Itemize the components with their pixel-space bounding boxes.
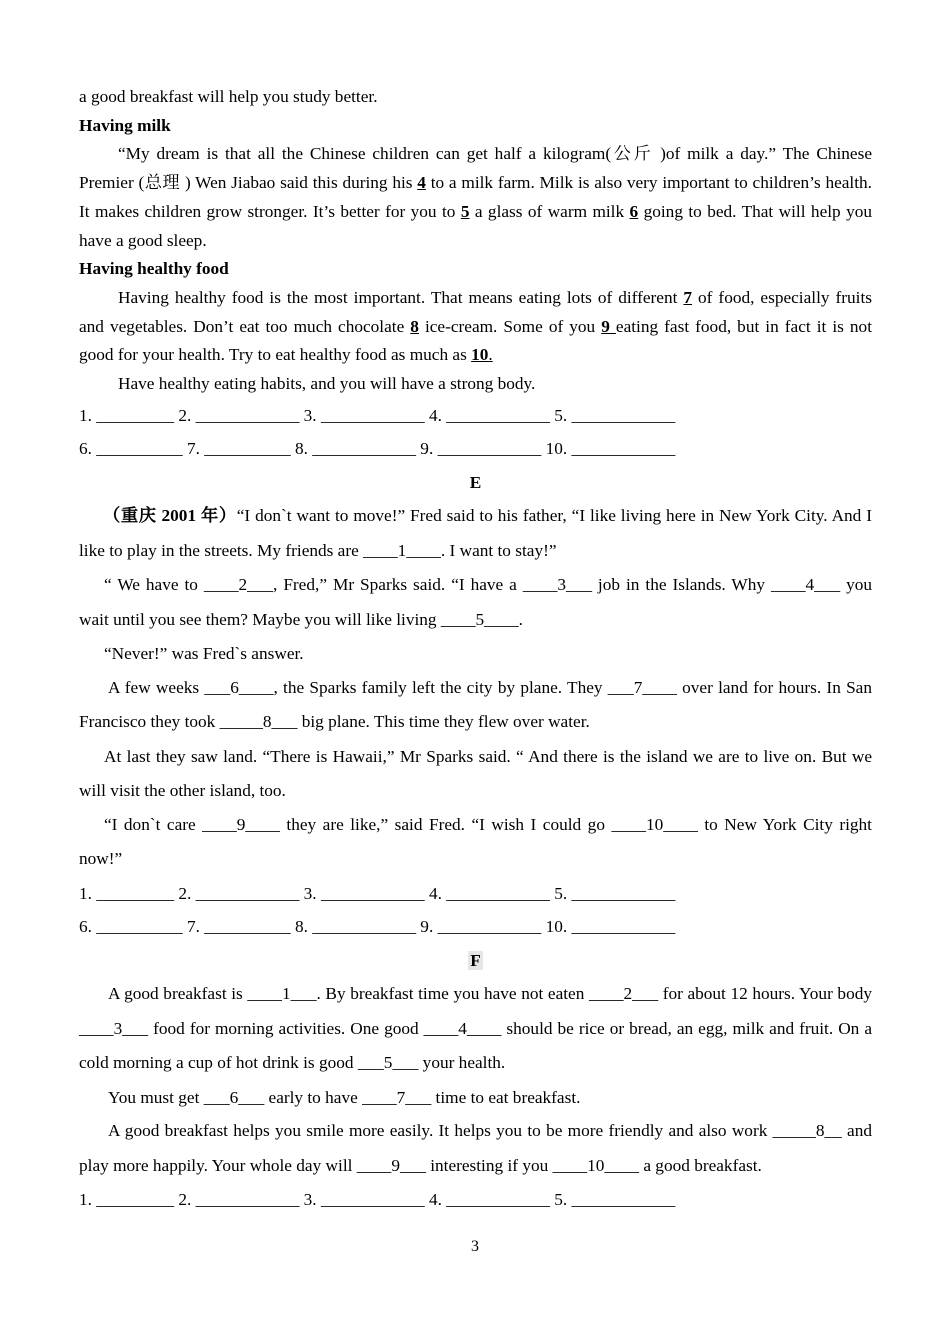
document-page	[79, 83, 872, 1217]
text: “I don`t want to move!” Fred said to his father, “I like living here in New York City. And I like to play in the streets. My friends are	[79, 506, 872, 560]
text: ice-cream. Some of you	[418, 316, 602, 336]
section-title-f	[79, 944, 872, 978]
text: “I don`t care	[104, 814, 203, 834]
paragraph-e-1	[79, 499, 872, 568]
blank: ____3___	[522, 575, 592, 595]
page-number: 3	[471, 1238, 479, 1255]
text: A good breakfast helps you smile more easily. It helps you to be more friendly and also work	[108, 1121, 773, 1141]
heading-having-healthy-food: Having healthy food	[79, 259, 229, 279]
text: . I want to stay!”	[440, 540, 557, 560]
text: of food, especially fruits and vegetables. Don’t eat too much chocolate	[79, 287, 872, 336]
text: food for morning activities. One good	[148, 1018, 424, 1038]
text: You must get	[108, 1087, 204, 1107]
blank: _____8___	[219, 712, 298, 732]
source-tag: （重庆 2001 年）	[103, 506, 237, 526]
answer-line: 1. _________ 2. ____________ 3. ____________ 4. ____________ 5. ____________	[79, 883, 676, 903]
blank-number: 8	[410, 316, 419, 336]
answer-line: 1. _________ 2. ____________ 3. ____________ 4. ____________ 5. ____________	[79, 1190, 676, 1210]
paragraph-e-6	[79, 808, 872, 877]
text: for about 12 hours. Your body	[658, 984, 872, 1004]
answer-line: 6. __________ 7. __________ 8. ____________ 9. ____________ 10. ____________	[79, 439, 676, 459]
paragraph-e-4	[79, 671, 872, 740]
paragraph-milk	[79, 140, 872, 255]
paragraph-e-2	[79, 568, 872, 637]
text: interesting if you	[425, 1155, 553, 1175]
text: time to eat breakfast.	[431, 1087, 581, 1107]
text: “My dream is that all the Chinese children can get half a kilogram(公斤 )of milk a day.” The Chinese Premier (总理 ) Wen Jiabao said this during his	[79, 144, 872, 193]
paragraph-f-2	[79, 1081, 872, 1115]
blank: ____4____	[423, 1018, 502, 1038]
blank: ___7____	[607, 677, 677, 697]
paragraph-f-3	[79, 1114, 872, 1183]
text: , the Sparks family left the city by plane. They	[273, 677, 608, 697]
text: over land for hours. In San Francisco they took	[79, 677, 872, 732]
text: “ We have to	[104, 575, 204, 595]
text: .	[488, 345, 493, 365]
text: A good breakfast is	[108, 984, 248, 1004]
paragraph-f-1	[79, 977, 872, 1081]
text-line: a good breakfast will help you study better.	[79, 87, 378, 106]
blank: ____1____	[363, 540, 441, 560]
text: they are like,” said Fred. “I wish I could go	[279, 814, 612, 834]
blank: _____8__	[772, 1121, 842, 1141]
text: to a milk farm. Milk is also very important to children’s health. It makes children grow stronger. It’s better for you to	[79, 173, 872, 221]
blank: ___5___	[357, 1053, 419, 1073]
blank-number: 6	[629, 201, 639, 221]
text: early to have	[264, 1087, 363, 1107]
blank: ____9___	[356, 1155, 426, 1175]
blank: ___6____	[204, 677, 274, 697]
blank: ____2___	[203, 575, 274, 595]
text: eating fast food, but in fact it is not good for your health. Try to eat healthy food as much as	[79, 316, 872, 365]
blank: ____9____	[202, 814, 280, 834]
blank: ___6___	[203, 1087, 265, 1107]
text: big plane. This time they flew over water.	[297, 712, 590, 732]
answer-line: 6. __________ 7. __________ 8. ____________ 9. ____________ 10. ____________	[79, 917, 676, 937]
blank-number: 7	[683, 287, 693, 307]
answer-line: 1. _________ 2. ____________ 3. ____________ 4. ____________ 5. ____________	[79, 405, 676, 425]
text: should be rice or bread, an egg, milk and fruit. On a cold morning a cup of hot drink is good	[79, 1018, 872, 1073]
blank-number: 4	[417, 173, 426, 193]
blank: ____5____	[440, 609, 519, 629]
text: you wait until you see them? Maybe you will like living	[79, 575, 872, 629]
text: a glass of warm milk	[469, 201, 630, 221]
blank-number: 9	[601, 316, 616, 336]
text: .	[518, 609, 523, 629]
blank: ____2___	[588, 984, 659, 1004]
blank: ____4___	[770, 575, 841, 595]
text: , Fred,” Mr Sparks said. “I have a	[273, 575, 523, 595]
text: a good breakfast.	[639, 1155, 762, 1175]
text: to New York City right now!”	[79, 814, 872, 869]
blank: ____7___	[362, 1087, 432, 1107]
paragraph-e-3: “Never!” was Fred`s answer.	[104, 644, 304, 664]
text: your health.	[418, 1053, 506, 1073]
section-title-f-text: F	[470, 950, 481, 970]
paragraph-food	[79, 284, 872, 370]
blank: ____10____	[552, 1155, 639, 1175]
text: job in the Islands. Why	[591, 575, 771, 595]
paragraph-e-5: At last they saw land. “There is Hawaii,” Mr Sparks said. “ And there is the island we are to live on. But we will visit the other island, too.	[79, 746, 872, 800]
blank: ____1___	[247, 984, 317, 1004]
text: going to bed. That will help you have a good sleep.	[79, 201, 873, 250]
closing-line: Have healthy eating habits, and you will have a strong body.	[118, 374, 536, 394]
section-title-e: E	[469, 472, 482, 492]
text: Having healthy food is the most important. That means eating lots of different	[118, 287, 684, 307]
blank: ____10____	[611, 814, 698, 834]
blank-number: 5	[460, 201, 470, 221]
text: A few weeks	[108, 677, 205, 697]
text: and play more happily. Your whole day will	[79, 1121, 872, 1175]
blank: ____3___	[79, 1018, 149, 1038]
heading-having-milk: Having milk	[79, 115, 171, 135]
blank-number: 10	[471, 345, 489, 365]
text: . By breakfast time you have not eaten	[316, 984, 589, 1004]
